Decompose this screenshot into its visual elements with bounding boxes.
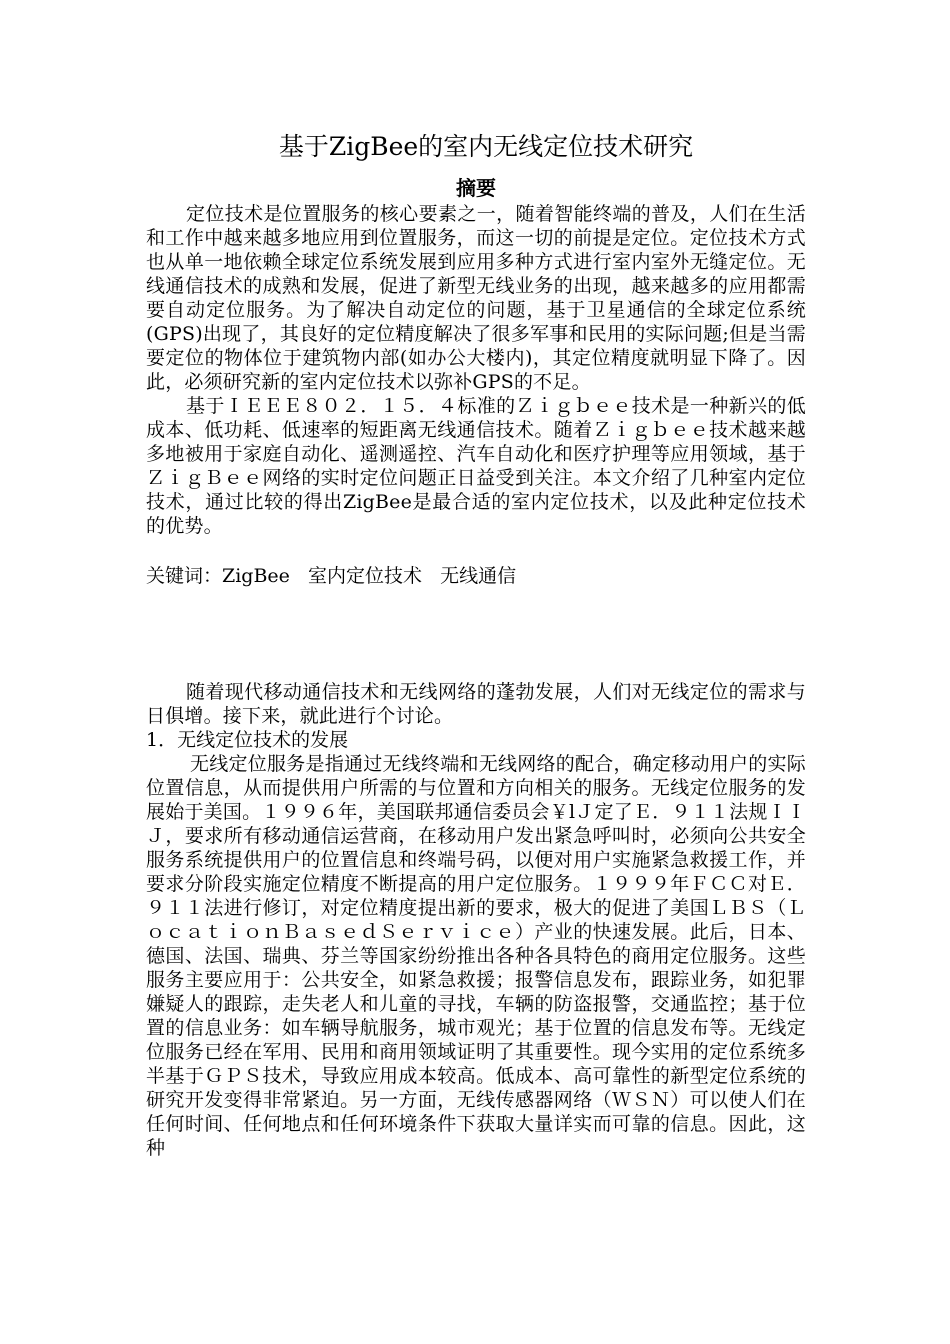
abstract-paragraph-1: 定位技术是位置服务的核心要素之一，随着智能终端的普及，人们在生活和工作中越来越多地应用到位置服务，而这一切的前提是定位。定位技术方式也从单一地依赖全球定位系统发展到应用多种方式进行室内室外无缝定位。无线通信技术的成熟和发展，促进了新型无线业务的出现，越来越多的应用都需要自动定位服务。为了解决自动定位的问题，基于卫星通信的全球定位系统(GPS)出现了，其良好的定位精度解决了很多军事和民用的实际问题;但是当需要定位的物体位于建筑物内部(如办公大楼内)，其定位精度就明显下降了。因此，必须研究新的室内定位技术以弥补GPS的不足。	[146, 203, 806, 393]
document-title: 基于ZigBee的室内无线定位技术研究	[278, 132, 694, 161]
document-page	[146, 130, 806, 1160]
keywords-line: 关键词：ZigBee 室内定位技术 无线通信	[146, 565, 517, 587]
intro-paragraph: 随着现代移动通信技术和无线网络的蓬勃发展，人们对无线定位的需求与日俱增。接下来，就此进行个讨论。	[146, 681, 806, 727]
abstract-heading: 摘要	[456, 176, 496, 200]
section-1-paragraph: 无线定位服务是指通过无线终端和无线网络的配合，确定移动用户的实际位置信息，从而提供用户所需的与位置和方向相关的服务。无线定位服务的发展始于美国。１９９６年，美国联邦通信委员会￥lＪ定了Ｅ．９１１法规ＩＩＪ，要求所有移动通信运营商，在移动用户发出紧急呼叫时，必须向公共安全服务系统提供用户的位置信息和终端号码，以便对用户实施紧急救援工作，并要求分阶段实施定位精度不断提高的用户定位服务。１９９９年ＦＣＣ对Ｅ．９１１法进行修订，对定位精度提出新的要求，极大的促进了美国ＬＢＳ（ＬｏｃａｔｉｏｎＢａｓｅｄＳｅｒｖｉｃｅ）产业的快速发展。此后，日本、德国、法国、瑞典、芬兰等国家纷纷推出各种各具特色的商用定位服务。这些服务主要应用于：公共安全，如紧急救援；报警信息发布，跟踪业务，如犯罪嫌疑人的跟踪，走失老人和儿童的寻找，车辆的防盗报警，交通监控；基于位置的信息业务：如车辆导航服务，城市观光；基于位置的信息发布等。无线定位服务已经在军用、民用和商用领域证明了其重要性。现今实用的定位系统多半基于ＧＰＳ技术，导致应用成本较高。低成本、高可靠性的新型定位系统的研究开发变得非常紧迫。另一方面，无线传感器网络（ＷＳＮ）可以使人们在任何时间、任何地点和任何环境条件下获取大量详实而可靠的信息。因此，这种	[146, 753, 806, 1159]
abstract-paragraph-2: 基于ＩＥＥＥ８０２．１５．４标准的Ｚｉｇｂｅｅ技术是一种新兴的低成本、低功耗、低速率的短距离无线通信技术。随着Ｚｉｇｂｅｅ技术越来越多地被用于家庭自动化、遥测遥控、汽车自动化和医疗护理等应用领域，基于ＺｉｇＢｅｅ网络的实时定位问题正日益受到关注。本文介绍了几种室内定位技术，通过比较的得出ZigBee是最合适的室内定位技术，以及此种定位技术的优势。	[146, 395, 806, 537]
section-1-title: 1．无线定位技术的发展	[146, 729, 349, 751]
